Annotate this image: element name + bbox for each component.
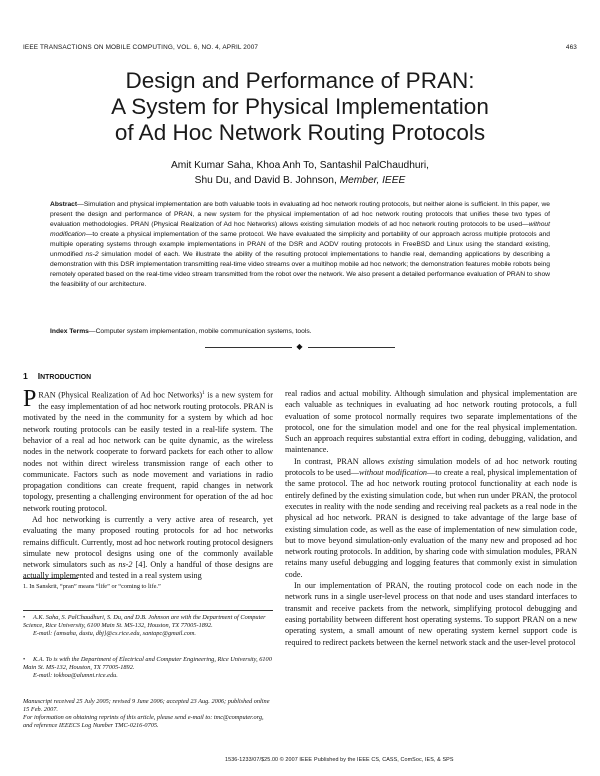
- footnote-marker: 1: [202, 391, 205, 396]
- section-title-initial: I: [37, 371, 41, 381]
- footer-publisher: Published by the IEEE CS, CASS, ComSoc, IES, & SPS: [314, 757, 454, 763]
- right-p2-italic-1: existing: [388, 456, 414, 466]
- title-line-2: A System for Physical Implementation: [111, 94, 489, 119]
- affiliation-a-email: [23, 630, 273, 638]
- footnote-1: 1. In Sanskrit, “pran” means “life” or “coming to life.”: [23, 583, 161, 590]
- intro-paragraph-1: [23, 388, 273, 514]
- intro-paragraph-2: [23, 514, 273, 582]
- author-list: [60, 158, 540, 188]
- manuscript-info: [23, 698, 273, 730]
- abstract: [50, 200, 550, 290]
- footnote-separator: [23, 578, 78, 579]
- right-p2-text-b: simulation models of ad hoc network routing protocols to be used—: [285, 456, 577, 478]
- drop-cap: P: [23, 386, 37, 412]
- index-terms-label: Index Terms: [50, 328, 89, 335]
- manuscript-dates: Manuscript received 25 July 2005; revised 9 June 2006; accepted 23 Aug. 2006; published online 15 Feb. 2007.: [23, 698, 270, 714]
- affiliation-a-body: A.K. Saha, S. PalChaudhuri, S. Du, and D.B. Johnson are with the Department of Computer Science, Rice University, 6100 Main St. MS-132, Houston, TX 77005-1892.: [23, 614, 266, 630]
- affiliation-b-email: [23, 672, 273, 680]
- right-p2-text-a: In contrast, PRAN allows: [294, 456, 389, 466]
- bullet-icon: •: [23, 656, 26, 663]
- right-paragraph-3: In our implementation of PRAN, the routing protocol code on each node in the network runs in a single user-level process on that node and uses standard interfaces to transmit and receive packets from the network, simplifying protocol debugging and easing portability between different host operating systems. To support PRAN on a new operating system, a small amount of new operating system kernel support code is required to redirect packets between the kernel network stack and the user-level protocol: [285, 581, 577, 647]
- authors-line-2-names: Shu Du, and David B. Johnson,: [194, 175, 340, 186]
- running-header: [23, 44, 577, 51]
- abstract-italic-b: ns-2: [85, 251, 99, 258]
- abstract-text-a: —Simulation and physical implementation are both valuable tools in evaluating ad hoc network routing protocols, but neither alone is sufficient. In this paper, we present the design and performance of PRAN, a new system for the physical implementation of ad hoc network routing protocols that unifies these two types of evaluation methodologies. PRAN (Physical Realization of Ad hoc Networks) allows existing simulation models of ad hoc network routing protocols to be used—: [50, 201, 550, 228]
- index-terms: [50, 327, 550, 337]
- intro-p1-text-a: RAN (Physical Realization of Ad hoc Networks): [38, 390, 203, 400]
- authors-membership: Member, IEEE: [339, 175, 406, 186]
- intro-p1-text-b: is a new system for the easy implementation of ad hoc network routing protocols. PRAN is motivated by the need in the community for a system by which ad hoc network routing protocols can be easily tested in a real-life system. The behavior of a real ad hoc network can be quite dynamic, as the wireless nodes in the network cooperate to forward packets for each other to allow nodes not within direct wireless transmission range of each other to communicate. Factors such as node movement and variations in radio propagation conditions can create frequent, rapid changes in network topology, presenting a challenging environment for operation of the ad hoc network routing protocol.: [23, 390, 273, 513]
- affiliation-b-email-text: E-mail: tokhoa@alumni.rice.edu.: [33, 672, 118, 680]
- bullet-icon: •: [23, 614, 26, 621]
- separator-rule-right: [308, 347, 395, 348]
- journal-header: IEEE TRANSACTIONS ON MOBILE COMPUTING, VOL. 6, NO. 4, APRIL 2007: [23, 44, 259, 51]
- reprint-info: For information on obtaining reprints of this article, please send e-mail to: tmc@computer.org, and reference IEEECS Log Number TMC-0216-0705.: [23, 714, 264, 730]
- intro-p2-text-a: Ad hoc networking is currently a very active area of research, yet evaluating the many proposed routing protocols for ad hoc networks remains difficult. Currently, most ad hoc network routing protocol designers simulate new protocol designs using one of the commonly available network simulators such as: [23, 515, 273, 570]
- affiliation-b: [23, 656, 273, 680]
- affiliation-a-text: [23, 614, 273, 630]
- right-paragraph-1: real radios and actual mobility. Although simulation and physical implementation are each valuable as techniques in evaluating ad hoc network routing protocols, a full evaluation of some protocol normally requires two separate implementations of the protocol, one for the simulation model and one for the real physical implementation. Such an approach requires substantial extra effort in coding, debugging, validation, and maintenance.: [285, 389, 577, 455]
- right-p2-italic-2: without modification: [358, 468, 428, 478]
- index-terms-text: —Computer system implementation, mobile communication systems, tools.: [88, 328, 312, 335]
- authors-line-1: Amit Kumar Saha, Khoa Anh To, Santashil PalChaudhuri,: [170, 160, 430, 171]
- title-line-1: Design and Performance of PRAN:: [125, 68, 475, 93]
- footer-copyright: 1536-1233/07/$25.00 © 2007 IEEE: [225, 757, 313, 763]
- title-line-3: of Ad Hoc Network Routing Protocols: [114, 120, 486, 145]
- affiliation-b-body: K.A. To is with the Department of Electrical and Computer Engineering, Rice University, 6100 Main St. MS-132, Houston, TX 77005-1892.: [23, 656, 272, 672]
- paper-title: [40, 68, 560, 146]
- authors-line-2: [60, 173, 540, 188]
- abstract-text-b: —to create a physical implementation of the same protocol. We have evaluated the simplicity and portability of our approach across multiple protocols and multiple operating systems through example implementations in PRAN of the DSR and AODV routing protocols in FreeBSD and Linux using the standard existing, unmodified: [50, 231, 550, 258]
- section-number: 1: [23, 371, 28, 381]
- abstract-text-c: simulation model of each. We illustrate the ability of the resulting protocol implementations to handle real, demanding applications by describing a demonstration with this DSR implementation transmitting real-time video streams over a multihop mobile ad hoc network; the demonstration features mobile robots being remotely operated based on the real-time video stream transmitted from the robot over the network. We also present a detailed performance evaluation of PRAN to show the feasibility of our architecture.: [50, 251, 550, 288]
- abstract-label: Abstract: [50, 201, 78, 208]
- section-heading: [23, 371, 91, 381]
- section-title-rest: NTRODUCTION: [40, 374, 92, 381]
- right-p2-text-c: —to create a real, physical implementation of the same protocol. The ad hoc network routing protocol functionality at each node is entirely defined by the existing simulation code, but when run under PRAN, the protocol executes in reality with the node sending and receiving real packets as a real node in the physical ad hoc network. PRAN is designed to take advantage of the large base of existing simulation code, as well as the ease of implementation of new simulation code, but to move beyond simulation-only evaluation of the many new and proposed ad hoc network routing protocols. In addition, by sharing code with simulation modules, PRAN retains many useful debugging and logging features that commonly exist in simulation code.: [285, 468, 577, 579]
- affiliation-a-email-text: E-mail: {amsaha, dustu, dbj}@cs.rice.edu, santapc@gmail.com.: [33, 630, 197, 638]
- right-paragraph-2: [285, 456, 577, 580]
- affiliation-separator: [23, 610, 273, 611]
- intro-p2-text-b: [4]. Only a handful of those designs are actually implemented and tested in a real system using: [23, 560, 273, 581]
- separator-rule-left: [205, 347, 292, 348]
- separator-diamond-icon: ◆: [296, 342, 303, 351]
- affiliation-b-text: [23, 656, 273, 672]
- intro-p2-italic: ns-2: [118, 560, 133, 570]
- page-number: 463: [565, 44, 577, 51]
- abstract-italic-a: without modification: [50, 221, 550, 238]
- left-column: [23, 388, 273, 582]
- right-column: [285, 388, 577, 648]
- affiliation-a: [23, 614, 273, 638]
